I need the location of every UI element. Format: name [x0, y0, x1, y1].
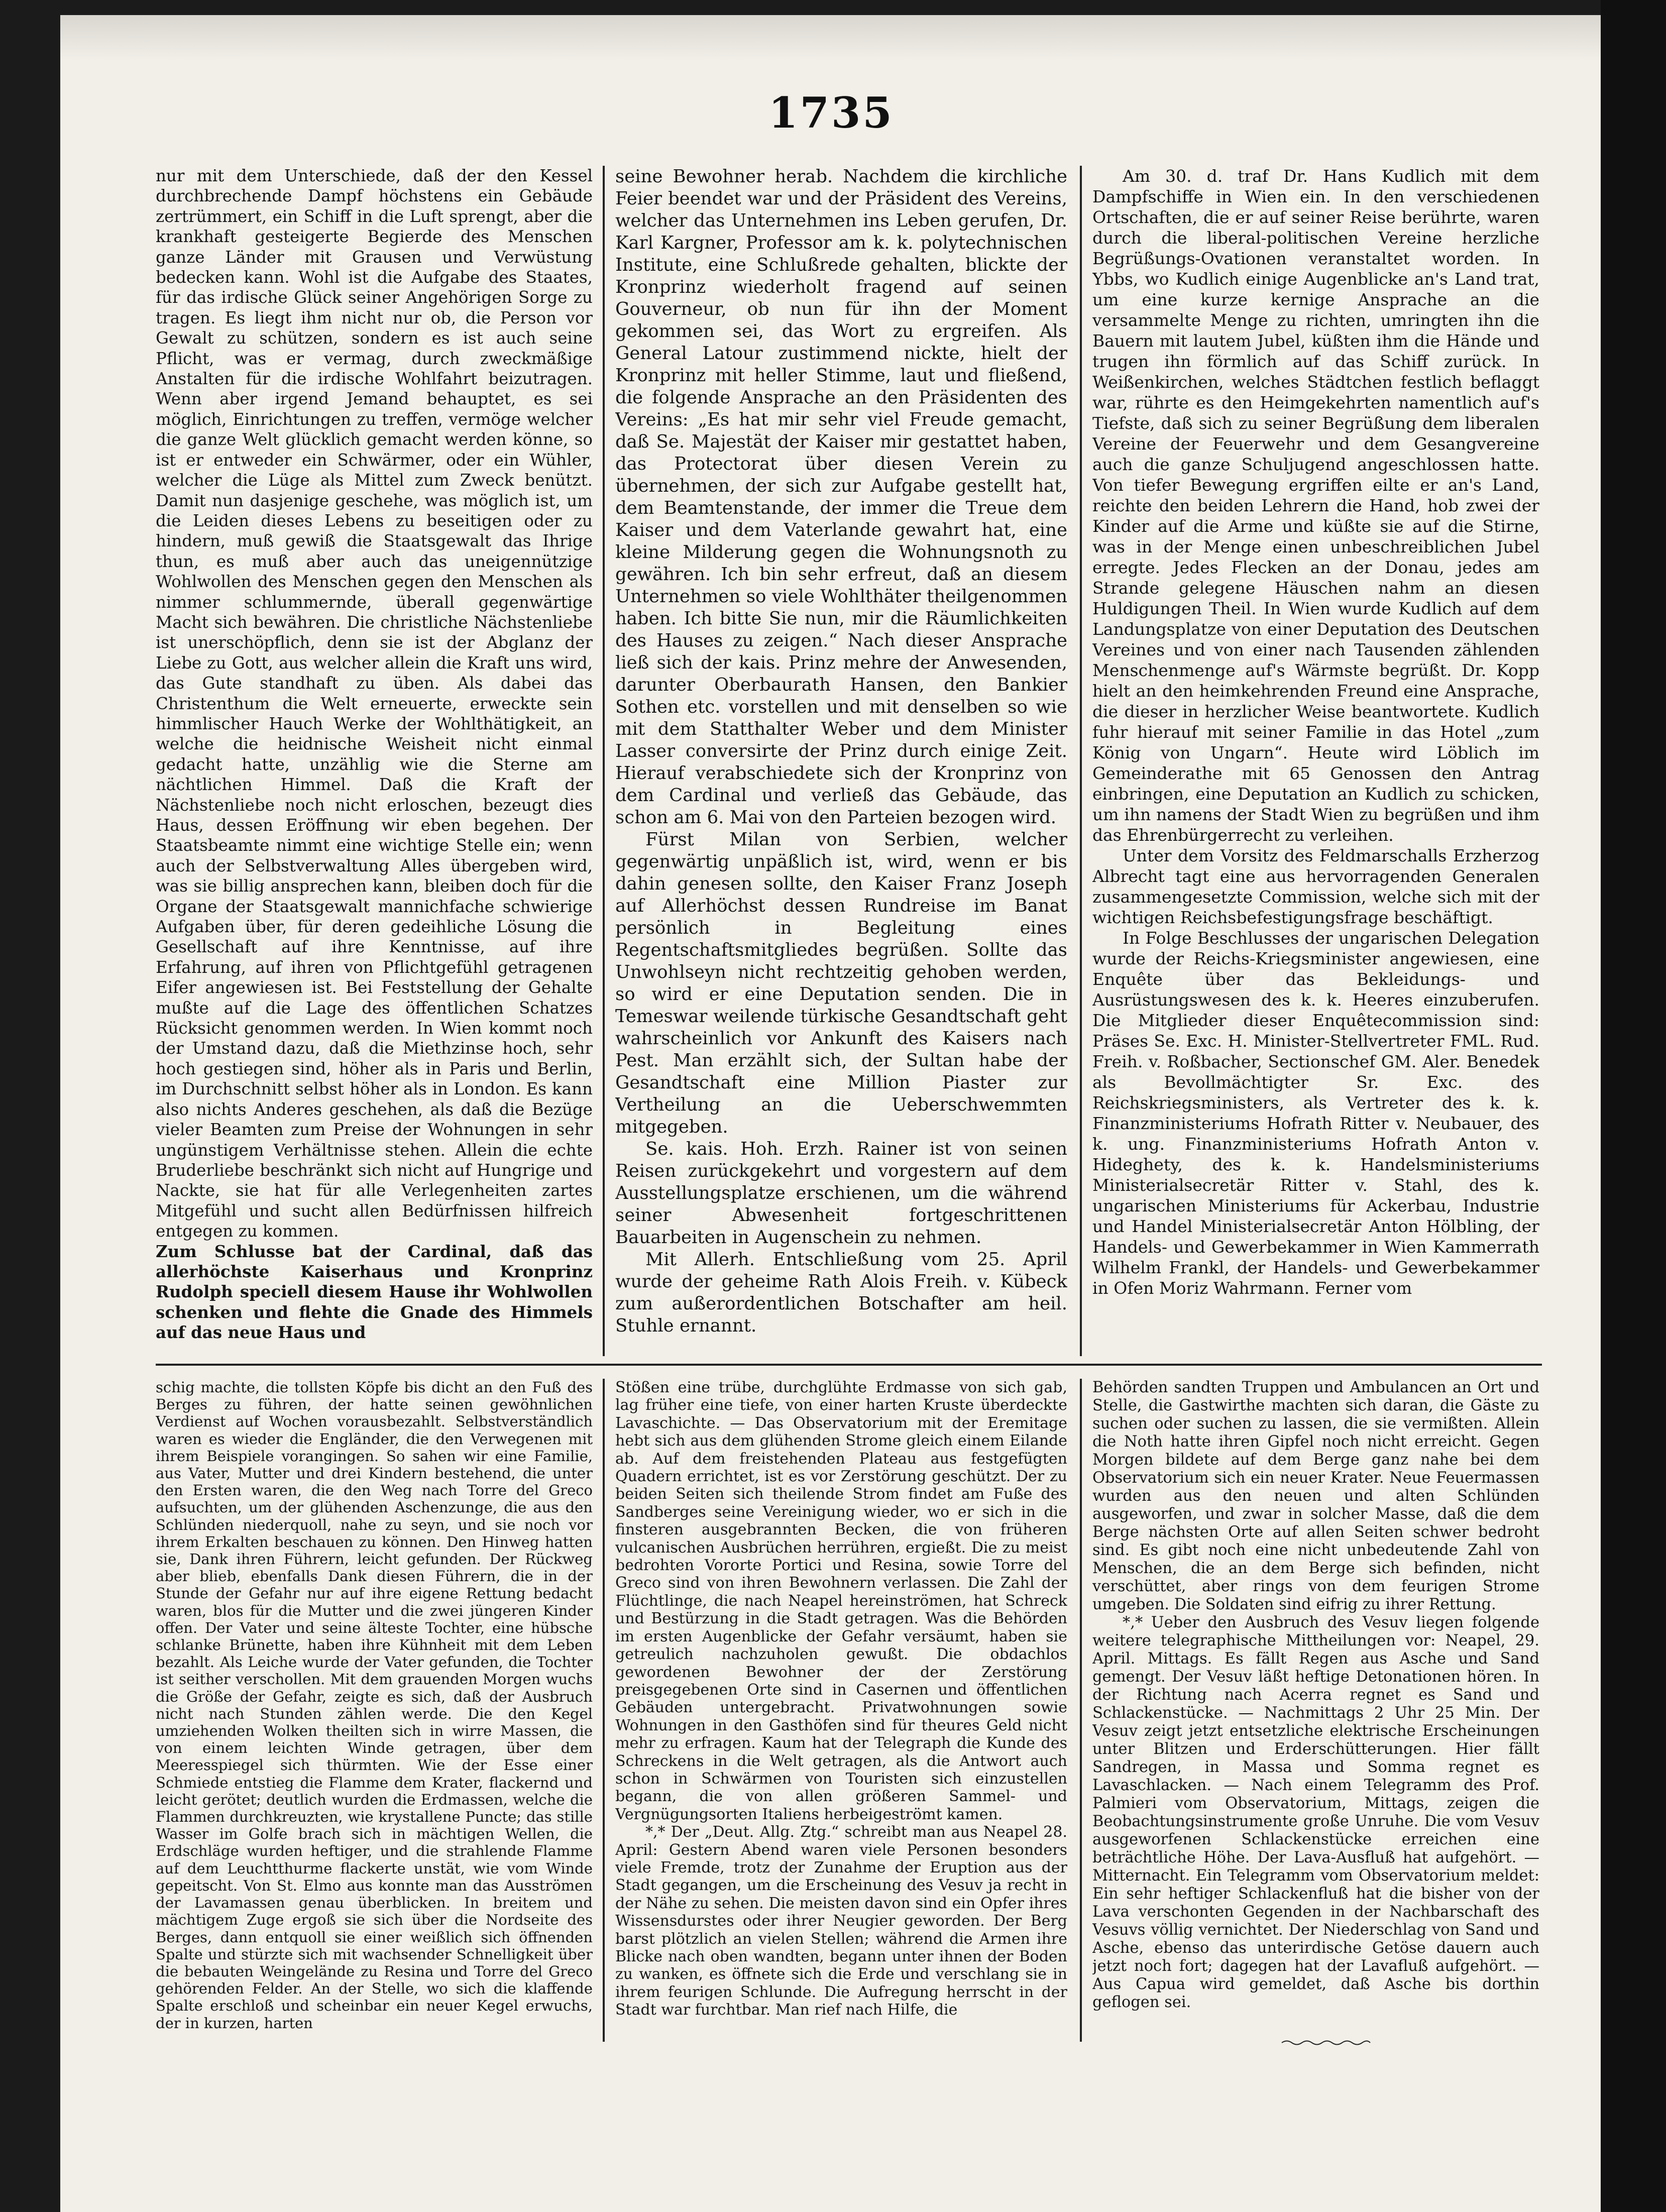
page-number: 1735: [768, 88, 894, 138]
top-edge-shadow: [60, 15, 1602, 60]
paragraph: *,* Ueber den Ausbruch des Vesuv liegen folgende weitere telegraphische Mittheilungen vor: Neapel, 29. April. Mittags. Es fällt Regen aus Asche und Sand gemengt. Der Vesuv läßt heftige Detonationen hören. In der Richtung nach Acerra regnet es Sand und Schlackenstücke. — Nachmittags 2 Uhr 25 Min. Der Vesuv zeigt jetzt entsetzliche elektrische Erscheinungen unter Blitzen und Erderschütterungen. Hier fällt Sandregen, in Massa und Somma regnet es Lavaschlacken. — Nach einem Telegramm des Prof. Palmieri vom Observatorium, Mittags, zeigen die Beobachtungsinstrumente große Unruhe. Die vom Vesuv ausgeworfenen Schlackenstücke erreichen eine beträchtliche Höhe. Der Lava-Ausfluß hat aufgehört. — Mitternacht. Ein Telegramm vom Observatorium meldet: Ein sehr heftiger Schlackenfluß hat die bisher von der Lava verschonten Gegenden in der Nachbarschaft des Vesuvs völlig vernichtet. Der Niederschlag von Sand und Asche, ebenso das unterirdische Getöse dauern auch jetzt noch fort; dagegen hat der Lavafluß aufgehört. — Aus Capua wird gemeldet, daß Asche bis dorthin geflogen sei.: [1092, 1614, 1539, 2011]
bottom-column-2: [615, 1379, 1067, 2032]
top-column-3: [1092, 166, 1539, 1346]
top-column-2: [615, 166, 1067, 1346]
paragraph: Am 30. d. traf Dr. Hans Kudlich mit dem Dampfschiffe in Wien ein. In den verschiedenen Ortschaften, die er auf seiner Reise berührte, waren durch die liberal-politischen Vereine herzliche Begrüßungs-Ovationen veranstaltet worden. In Ybbs, wo Kudlich einige Augenblicke an's Land trat, um eine kurze kernige Ansprache an die versammelte Menge zu richten, umringten ihn die Bauern mit lautem Jubel, küßten ihm die Hände und trugen ihn förmlich auf das Schiff zurück. In Weißenkirchen, welches Städtchen festlich beflaggt war, rührte es den Heimgekehrten namentlich auf's Tiefste, daß sich zu seiner Begrüßung dem liberalen Vereine der Feuerwehr und dem Gesangvereine auch die ganze Schuljugend angeschlossen hatte. Von tiefer Bewegung ergriffen eilte er an's Land, reichte den beiden Lehrern die Hand, hob zwei der Kinder auf die Arme und küßte sie auf die Stirne, was in der Menge einen unbeschreiblichen Jubel erregte. Jedes Flecken an der Donau, jedes am Strande gelegene Häuschen nahm an diesen Huldigungen Theil. In Wien wurde Kudlich auf dem Landungsplatze von einer Deputation des Deutschen Vereines und von einer nach Tausenden zählenden Menschenmenge auf's Wärmste begrüßt. Dr. Kopp hielt an den heimkehrenden Freund eine Ansprache, die dieser in herzlicher Weise beantwortete. Kudlich fuhr hierauf mit seiner Familie in das Hotel „zum König von Ungarn“. Heute wird Löblich im Gemeinderathe mit 65 Genossen den Antrag einbringen, eine Deputation an Kudlich zu schicken, um ihn namens der Stadt Wien zu begrüßen und ihm das Ehrenbürgerrecht zu verleihen.: [1092, 166, 1539, 845]
paragraph: In Folge Beschlusses der ungarischen Delegation wurde der Reichs-Kriegsminister angewiesen, eine Enquête über das Bekleidungs- und Ausrüstungswesen des k. k. Heeres einzuberufen. Die Mitglieder dieser Enquêtecommission sind: Präses Se. Exc. H. Minister-Stellvertreter FML. Rud. Freih. v. Roßbacher, Sectionschef GM. Aler. Benedek als Bevollmächtigter Sr. Exc. des Reichskriegsministers, als Vertreter des k. k. Finanzministeriums Hofrath Ritter v. Neubauer, des k. ung. Finanzministeriums Hofrath Anton v. Hideghety, des k. k. Handelsministeriums Ministerialsecretär Ritter v. Stahl, des k. ungarischen Ministeriums für Ackerbau, Industrie und Handel Ministerialsecretär Anton Hölbling, der Handels- und Gewerbekammer in Wien Kammerrath Wilhelm Frankl, der Handels- und Gewerbekammer in Ofen Moriz Wahrmann. Ferner vom: [1092, 928, 1539, 1298]
paragraph: Fürst Milan von Serbien, welcher gegenwärtig unpäßlich ist, wird, wenn er bis dahin genesen sollte, den Kaiser Franz Joseph auf Allerhöchst dessen Rundreise im Banat persönlich in Begleitung eines Regentschaftsmitgliedes begrüßen. Sollte das Unwohlseyn nicht rechtzeitig gehoben werden, so wird er eine Deputation senden. Die in Temeswar weilende türkische Gesandtschaft geht wahrscheinlich vor Ankunft des Kaisers nach Pest. Man erzählt sich, der Sultan habe der Gesandtschaft eine Million Piaster zur Vertheilung an die Ueberschwemmten mitgegeben.: [615, 829, 1067, 1137]
bottom-column-3: [1092, 1379, 1539, 2032]
column-rule: [1080, 1379, 1082, 2042]
top-column-1: [156, 166, 593, 1346]
paragraph: nur mit dem Unterschiede, daß der den Kessel durchbrechende Dampf höchstens ein Gebäude zertrümmert, ein Schiff in die Luft sprengt, aber die krankhaft gesteigerte Begierde des Menschen ganze Länder mit Grausen und Verwüstung bedecken kann. Wohl ist die Aufgabe des Staates, für das irdische Glück seiner Angehörigen Sorge zu tragen. Es liegt ihm nicht nur ob, die Person vor Gewalt zu schützen, sondern es ist auch seine Pflicht, was er vermag, durch zweckmäßige Anstalten für die irdische Wohlfahrt beizutragen. Wenn aber irgend Jemand behauptet, es sei möglich, Einrichtungen zu treffen, vermöge welcher die ganze Welt glücklich gemacht werden könne, so ist er entweder ein Schwärmer, oder ein Wühler, welcher die Lüge als Mittel zum Zweck benützt. Damit nun dasjenige geschehe, was möglich ist, um die Leiden dieses Lebens zu beseitigen oder zu hindern, muß gewiß die Staatsgewalt das Ihrige thun, es muß aber auch das uneigennützige Wohlwollen des Menschen gegen den Menschen als nimmer schlummernde, überall gegenwärtige Macht sich bewähren. Die christliche Nächstenliebe ist unerschöpflich, denn sie ist der Abglanz der Liebe zu Gott, aus welcher allein die Kraft uns wird, das Gute standhaft zu üben. Als dabei das Christenthum die Welt erneuerte, erweckte sein himmlischer Hauch Werke der Wohlthätigkeit, an welche die heidnische Weisheit nicht einmal gedacht hatte, unzählig wie die Sterne am nächtlichen Himmel. Daß die Kraft der Nächstenliebe noch nicht erloschen, bezeugt dies Haus, dessen Eröffnung wir eben begehen. Der Staatsbeamte nimmt eine wichtige Stelle ein; wenn auch der Selbstverwaltung Alles übergeben wird, was sie billig ansprechen kann, bleiben doch für die Organe der Staatsgewalt mannichfache schwierige Aufgaben über, für deren gedeihliche Lösung die Gesellschaft auf ihre Kenntnisse, auf ihre Erfahrung, auf ihren von Pflichtgefühl getragenen Eifer angewiesen ist. Bei Feststellung der Gehalte mußte auf die Lage des öffentlichen Schatzes Rücksicht genommen werden. In Wien kommt noch der Umstand dazu, daß die Miethzinse hoch, sehr hoch gestiegen sind, höher als in Paris und Berlin, im Durchschnitt selbst höher als in London. Es kann also nichts Anderes geschehen, als daß die Bezüge vieler Beamten zum Preise der Wohnungen in sehr ungünstigem Verhältnisse stehen. Allein die echte Bruderliebe beschränkt sich nicht auf Hungrige und Nackte, sie hat für alle Verlegenheiten zartes Mitgefühl und sucht allen Bedürfnissen hilfreich entgegen zu kommen.: [156, 166, 593, 1241]
paragraph: Mit Allerh. Entschließung vom 25. April wurde der geheime Rath Alois Freih. v. Kübeck zum außerordentlichen Botschafter am heil. Stuhle ernannt.: [615, 1249, 1067, 1336]
column-rule: [603, 1379, 605, 2042]
column-rule: [603, 166, 605, 1356]
paragraph: Behörden sandten Truppen und Ambulancen an Ort und Stelle, die Gastwirthe machten sich daran, die Gäste zu suchen oder suchen zu lassen, die sie vermißten. Allein die Noth hatte ihren Gipfel noch nicht erreicht. Gegen Morgen bildete auf dem Berge ganz nahe bei dem Observatorium sich ein neuer Krater. Neue Feuermassen wurden aus den neuen und alten Schlünden ausgeworfen, und zwar in solcher Masse, daß die dem Berge nächsten Orte auf allen Seiten schwer bedroht sind. Es gibt noch eine nicht unbedeutende Zahl von Menschen, die an dem Berge sich befinden, nicht verschüttet, aber rings von dem feurigen Strome umgeben. Die Soldaten sind eifrig zu ihrer Rettung.: [1092, 1379, 1539, 1613]
paragraph: Se. kais. Hoh. Erzh. Rainer ist von seinen Reisen zurückgekehrt und vorgestern auf dem Ausstellungsplatze erschienen, um die während seiner Abwesenheit fortgeschrittenen Bauarbeiten in Augenschein zu nehmen.: [615, 1139, 1067, 1248]
column-rule: [1080, 166, 1082, 1356]
paragraph: schig machte, die tollsten Köpfe bis dicht an den Fuß des Berges zu führen, der hatte seinen gewöhnlichen Verdienst auf Wochen vorausbezahlt. Selbstverständlich waren es wieder die Engländer, die den Verwegenen mit ihrem Beispiele vorangingen. So sahen wir eine Familie, aus Vater, Mutter und drei Kindern bestehend, die unter den Ersten waren, die den Weg nach Torre del Greco aufsuchten, um der glühenden Aschenzunge, die aus den Schlünden niederquoll, nahe zu seyn, und sie noch vor ihrem Erkalten beschauen zu können. Den Hinweg hatten sie, Dank ihren Führern, leicht gefunden. Der Rückweg aber blieb, ebenfalls Dank diesen Führern, die in der Stunde der Gefahr nur auf ihre eigene Rettung bedacht waren, blos für die Mutter und die zwei jüngeren Kinder offen. Der Vater und seine älteste Tochter, eine hübsche schlanke Brünette, haben ihre Kühnheit mit dem Leben bezahlt. Als Leiche wurde der Vater gefunden, die Tochter ist seither verschollen. Mit dem grauenden Morgen wuchs die Größe der Gefahr, zeigte es sich, daß der Ausbruch nicht nach Stunden zählen werde. Die den Kegel umziehenden Wolken theilten sich in wirre Massen, die von einem leichten Winde getragen, über dem Meeresspiegel sich thürmten. Wie der Esse einer Schmiede entstieg die Flamme dem Krater, flackernd und leicht gerötet; deutlich wurden die Erdmassen, welche die Flammen durchkreuzten, wie krystallene Puncte; das stille Wasser im Golfe brach sich in mächtigen Wellen, die Erdschläge wurden heftiger, und die strahlende Flamme auf dem Leuchtthurme flackerte unstät, wie vom Winde gepeitscht. Von St. Elmo aus konnte man das Ausströmen der Lavamassen genau überblicken. In breitem und mächtigem Zuge ergoß sie sich über die Nordseite des Berges, dann entquoll sie einer weißlich sich öffnenden Spalte und stürzte sich mit wachsender Schnelligkeit über die bebauten Weingelände zu Resina und Torre del Greco gehörenden Felder. An der Stelle, wo sich die klaffende Spalte erschloß und scheinbar ein neuer Kegel erwuchs, der in kurzen, harten: [156, 1379, 593, 2032]
paragraph: *,* Der „Deut. Allg. Ztg.“ schreibt man aus Neapel 28. April: Gestern Abend waren viele Personen besonders viele Fremde, trotz der Zunahme der Eruption aus der Stadt gegangen, um die Erscheinung des Vesuv ja recht in der Nähe zu sehen. Die meisten davon sind ein Opfer ihres Wissensdurstes oder ihrer Neugier geworden. Der Berg barst plötzlich an vielen Stellen; während die Armen ihre Blicke nach oben wandten, begann unter ihnen der Boden zu wanken, es öffnete sich die Erde und verschlang sie in ihrem feurigen Schlunde. Die Aufregung herrscht in der Stadt war furchtbar. Man rief nach Hilfe, die: [615, 1823, 1067, 2019]
paragraph: Zum Schlusse bat der Cardinal, daß das allerhöchste Kaiserhaus und Kronprinz Rudolph speciell diesem Hause ihr Wohlwollen schenken und flehte die Gnade des Himmels auf das neue Haus und: [156, 1241, 593, 1343]
paragraph: Stößen eine trübe, durchglühte Erdmasse von sich gab, lag früher eine tiefe, von einer harten Kruste überdeckte Lavaschichte. — Das Observatorium mit der Eremitage hebt sich aus dem glühenden Strome gleich einem Eilande ab. Auf dem freistehenden Plateau aus festgefügten Quadern errichtet, ist es vor Zerstörung geschützt. Der zu beiden Seiten sich theilende Strom findet am Fuße des Sandberges seine Vereinigung wieder, wo er sich in die finsteren ausgebrannten Becken, die von früheren vulcanischen Ausbrüchen herrühren, ergießt. Die zu meist bedrohten Vororte Portici und Resina, sowie Torre del Greco sind von ihren Bewohnern verlassen. Die Zahl der Flüchtlinge, die nach Neapel hereinströmen, hat Schreck und Bestürzung in die Stadt getragen. Was die Behörden im ersten Augenblicke der Gefahr versäumt, haben sie getreulich nachzuholen gewußt. Die obdachlos gewordenen Bewohner der der Zerstörung preisgegebenen Orte sind in Casernen und öffentlichen Gebäuden untergebracht. Privatwohnungen sowie Wohnungen in den Gasthöfen sind für theures Geld nicht mehr zu erfragen. Kaum hat der Telegraph die Kunde des Schreckens in die Welt getragen, als die Antwort auch schon in Schwärmen von Touristen sich einzustellen begann, die von allen größeren Sammel- und Vergnügungsorten Italiens herbeigeströmt kamen.: [615, 1379, 1067, 1823]
paragraph: seine Bewohner herab. Nachdem die kirchliche Feier beendet war und der Präsident des Vereins, welcher das Unternehmen ins Leben gerufen, Dr. Karl Kargner, Professor am k. k. polytechnischen Institute, eine Schlußrede gehalten, blickte der Kronprinz wiederholt fragend auf seinen Gouverneur, ob nun für ihn der Moment gekommen sei, das Wort zu ergreifen. Als General Latour zustimmend nickte, hielt der Kronprinz mit heller Stimme, laut und fließend, die folgende Ansprache an den Präsidenten des Vereins: „Es hat mir sehr viel Freude gemacht, daß Se. Majestät der Kaiser mir gestattet haben, das Protectorat über diesen Verein zu übernehmen, der sich zur Aufgabe gestellt hat, dem Beamtenstande, der immer die Treue dem Kaiser und dem Vaterlande gewahrt hat, eine kleine Milderung gegen die Wohnungsnoth zu gewähren. Ich bin sehr erfreut, daß an diesem Unternehmen so viele Wohlthäter theilgenommen haben. Ich bitte Sie nun, mir die Räumlichkeiten des Hauses zu zeigen.“ Nach dieser Ansprache ließ sich der kais. Prinz mehre der Anwesenden, darunter Oberbaurath Hansen, den Bankier Sothen etc. vorstellen und mit denselben so wie mit dem Statthalter Weber und dem Minister Lasser conversirte der Prinz durch einige Zeit. Hierauf verabschiedete sich der Kronprinz von dem Cardinal und verließ das Gebäude, das schon am 6. Mai von den Parteien bezogen wird.: [615, 166, 1067, 828]
newspaper-page: [60, 15, 1602, 2212]
end-ornament: [1281, 2039, 1371, 2046]
scan-border: [1601, 0, 1666, 2212]
bottom-column-1: [156, 1379, 593, 2032]
section-divider: [156, 1364, 1542, 1366]
paragraph: Unter dem Vorsitz des Feldmarschalls Erzherzog Albrecht tagt eine aus hervorragenden Generalen zusammengesetzte Commission, welche sich mit der wichtigen Reichsbefestigungsfrage beschäftigt.: [1092, 846, 1539, 927]
